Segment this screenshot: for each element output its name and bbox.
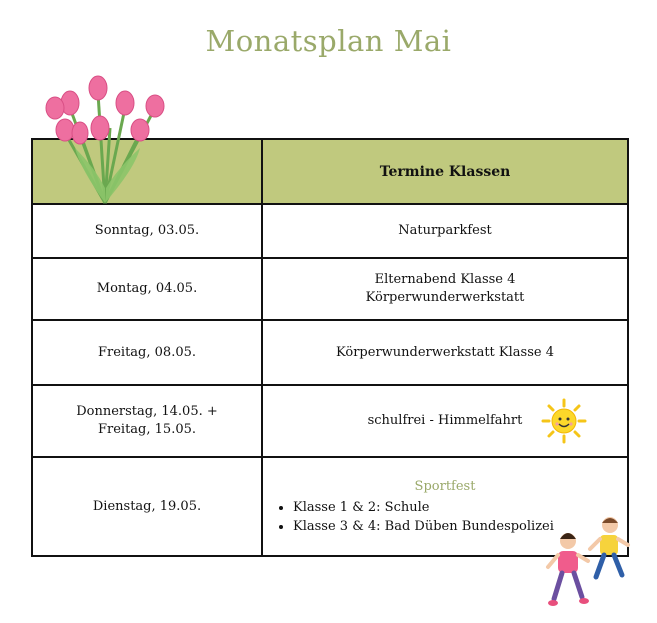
date-cell: Freitag, 08.05. (32, 320, 262, 385)
event-line: Elternabend Klasse 4 (374, 272, 516, 287)
event-cell (262, 385, 628, 457)
list-item: • Klasse 1 & 2: Schule (293, 498, 619, 517)
sun-icon (541, 398, 587, 444)
page-title: Monatsplan Mai (205, 24, 452, 58)
event-cell (262, 320, 628, 385)
list-item: • Klasse 3 & 4: Bad Düben Bundespolizei (293, 517, 619, 536)
date-cell: Sonntag, 03.05. (32, 204, 262, 258)
event-line: Naturparkfest (398, 223, 492, 238)
table-row (32, 457, 628, 556)
table-row (32, 385, 628, 457)
event-cell (262, 204, 628, 258)
event-line: schulfrei - Himmelfahrt (367, 413, 523, 428)
table-row (32, 320, 628, 385)
table-row (32, 258, 628, 320)
event-cell (262, 258, 628, 320)
date-cell: Donnerstag, 14.05. + Freitag, 15.05. (32, 385, 262, 457)
event-title: Sportfest (414, 478, 476, 494)
date-cell: Dienstag, 19.05. (32, 457, 262, 556)
running-kids-illustration (542, 515, 632, 615)
event-line: Körperwunderwerkstatt Klasse 4 (336, 344, 554, 360)
tulips-illustration (40, 68, 170, 208)
date-cell: Montag, 04.05. (32, 258, 262, 320)
event-line: Körperwunderwerkstatt (365, 290, 525, 305)
table-row (32, 204, 628, 258)
header-cell-events: Termine Klassen (262, 139, 628, 204)
